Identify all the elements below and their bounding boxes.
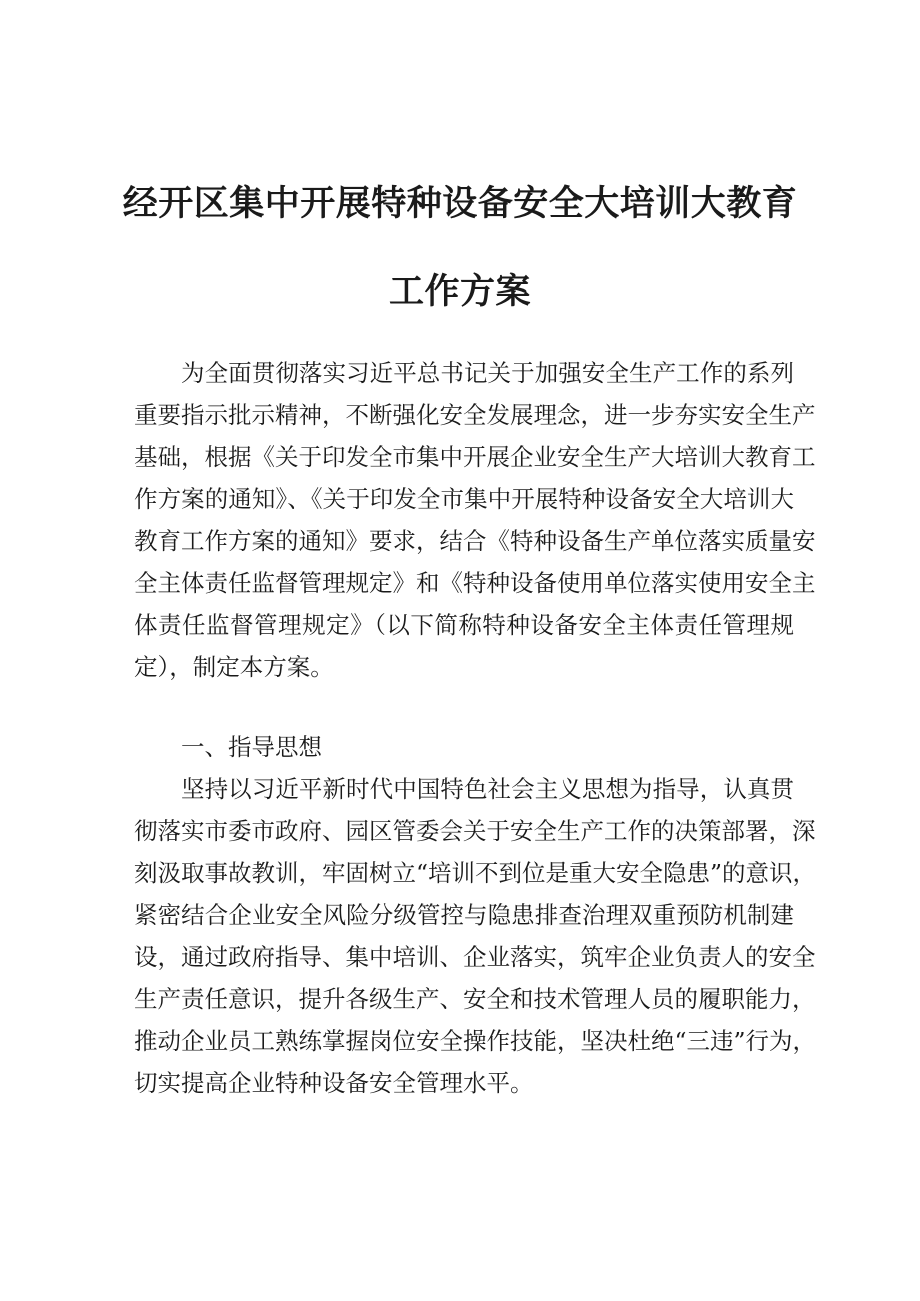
intro-line: 教育工作方案的通知》要求，结合《特种设备生产单位落实质量安	[134, 527, 816, 555]
document-title-line-1: 经开区集中开展特种设备安全大培训大教育	[122, 184, 798, 224]
section-1-line: 生产责任意识，提升各级生产、安全和技术管理人员的履职能力，	[134, 985, 816, 1013]
section-1-line: 切实提高企业特种设备安全管理水平。	[134, 1069, 534, 1097]
intro-line: 重要指示批示精神，不断强化安全发展理念，进一步夯实安全生产	[134, 401, 816, 429]
section-1-line: 紧密结合企业安全风险分级管控与隐患排查治理双重预防机制建	[134, 901, 794, 929]
section-1-line: 刻汲取事故教训，牢固树立“培训不到位是重大安全隐患”的意识，	[134, 859, 817, 887]
section-1-line: 彻落实市委市政府、园区管委会关于安全生产工作的决策部署，深	[134, 817, 816, 845]
intro-line: 基础，根据《关于印发全市集中开展企业安全生产大培训大教育工	[134, 443, 816, 471]
section-1-line: 设，通过政府指导、集中培训、企业落实，筑牢企业负责人的安全	[134, 943, 816, 971]
intro-line: 体责任监督管理规定》（以下简称特种设备安全主体责任管理规	[134, 611, 794, 639]
intro-line: 定），制定本方案。	[134, 653, 334, 681]
section-1-line: 推动企业员工熟练掌握岗位安全操作技能，坚决杜绝“三违”行为，	[134, 1027, 817, 1055]
intro-line: 为全面贯彻落实习近平总书记关于加强安全生产工作的系列	[181, 359, 794, 387]
section-1-line: 坚持以习近平新时代中国特色社会主义思想为指导，认真贯	[181, 775, 794, 803]
intro-line: 作方案的通知》、《关于印发全市集中开展特种设备安全大培训大	[134, 485, 794, 513]
section-heading-guiding-ideology: 一、指导思想	[181, 733, 322, 761]
section-1-paragraph	[134, 768, 817, 1104]
intro-line: 全主体责任监督管理规定》和《特种设备使用单位落实使用安全主	[134, 569, 816, 597]
intro-paragraph	[134, 352, 816, 688]
document-title-line-2: 工作方案	[388, 272, 531, 312]
